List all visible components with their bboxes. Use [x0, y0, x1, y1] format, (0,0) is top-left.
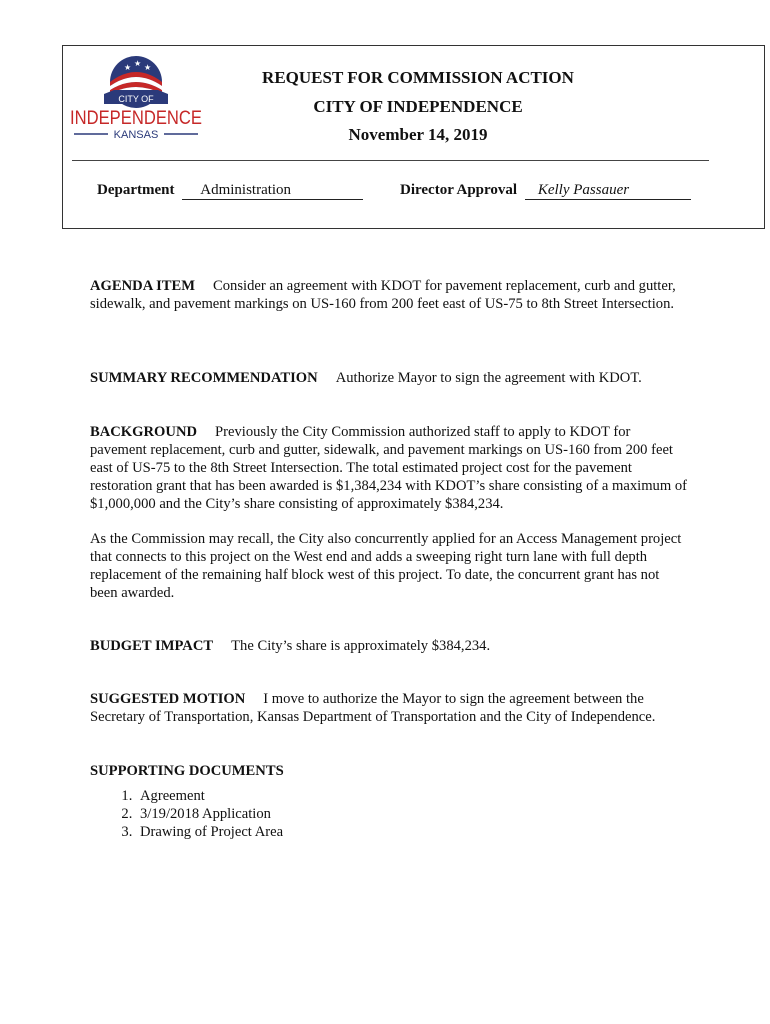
department-label: Department — [97, 182, 175, 198]
budget-text: The City’s share is approximately $384,234. — [231, 638, 491, 654]
meeting-date: November 14, 2019 — [348, 125, 488, 144]
department-field — [97, 182, 363, 200]
director-approval-label: Director Approval — [400, 182, 518, 198]
list-item: 3. Drawing of Project Area — [136, 823, 283, 841]
svg-text:★: ★ — [124, 63, 132, 72]
director-approval-value: Kelly Passauer — [525, 182, 691, 200]
logo-line2: INDEPENDENCE — [70, 108, 202, 129]
agenda-item-heading: AGENDA ITEM — [90, 278, 196, 294]
background-paragraph-2: As the Commission may recall, the City also concurrently applied for an Access Management project that connects to this project on the West end and adds a sweeping right turn lane with full depth replacement of the remaining half block west of this project. To date, the concurrent grant has not been awarded. — [90, 531, 682, 601]
budget-heading: BUDGET IMPACT — [90, 638, 214, 654]
page-title: REQUEST FOR COMMISSION ACTION — [262, 68, 574, 87]
background-text: Previously the City Commission authorized staff to apply to KDOT for pavement replacement, curb and gutter, sidewalk, and pavement markings on US-160 from 200 feet east of US-75 to the 8th Street Intersection. The total estimated project cost for the pavement restoration grant that has been awarded is $1,384,234 with KDOT’s share consisting of a maximum of $1,000,000 and the City’s share consisting of approximately $384,234. — [90, 424, 687, 512]
motion-heading: SUGGESTED MOTION — [90, 691, 246, 707]
supporting-documents-list — [90, 787, 283, 841]
svg-text:★: ★ — [144, 63, 152, 72]
background-section — [90, 423, 690, 513]
summary-heading: SUMMARY RECOMMENDATION — [90, 370, 318, 386]
agenda-item-section — [90, 277, 690, 313]
header-divider — [72, 160, 709, 161]
city-logo — [68, 52, 204, 144]
supporting-heading: SUPPORTING DOCUMENTS — [90, 763, 284, 779]
summary-section — [90, 369, 710, 387]
list-item: 2. 3/19/2018 Application — [136, 805, 283, 823]
logo-line1: CITY OF — [118, 94, 154, 104]
department-value: Administration — [182, 182, 363, 200]
header-titles — [200, 64, 636, 150]
agenda-item-text: Consider an agreement with KDOT for pavement replacement, curb and gutter, sidewalk, and pavement markings on US-160 from 200 feet east of US-75 to 8th Street Intersection. — [90, 278, 676, 312]
background-heading: BACKGROUND — [90, 424, 198, 440]
city-name: CITY OF INDEPENDENCE — [313, 96, 523, 116]
logo-line3: KANSAS — [113, 129, 159, 141]
summary-text: Authorize Mayor to sign the agreement with KDOT. — [335, 370, 642, 386]
motion-text: I move to authorize the Mayor to sign the agreement between the Secretary of Transportation, Kansas Department of Transportation and the City of Independence. — [90, 691, 656, 725]
director-approval-field — [400, 182, 691, 200]
motion-section — [90, 690, 690, 726]
budget-section — [90, 637, 690, 655]
svg-text:★: ★ — [134, 59, 142, 68]
list-item: 1. Agreement — [136, 787, 283, 805]
